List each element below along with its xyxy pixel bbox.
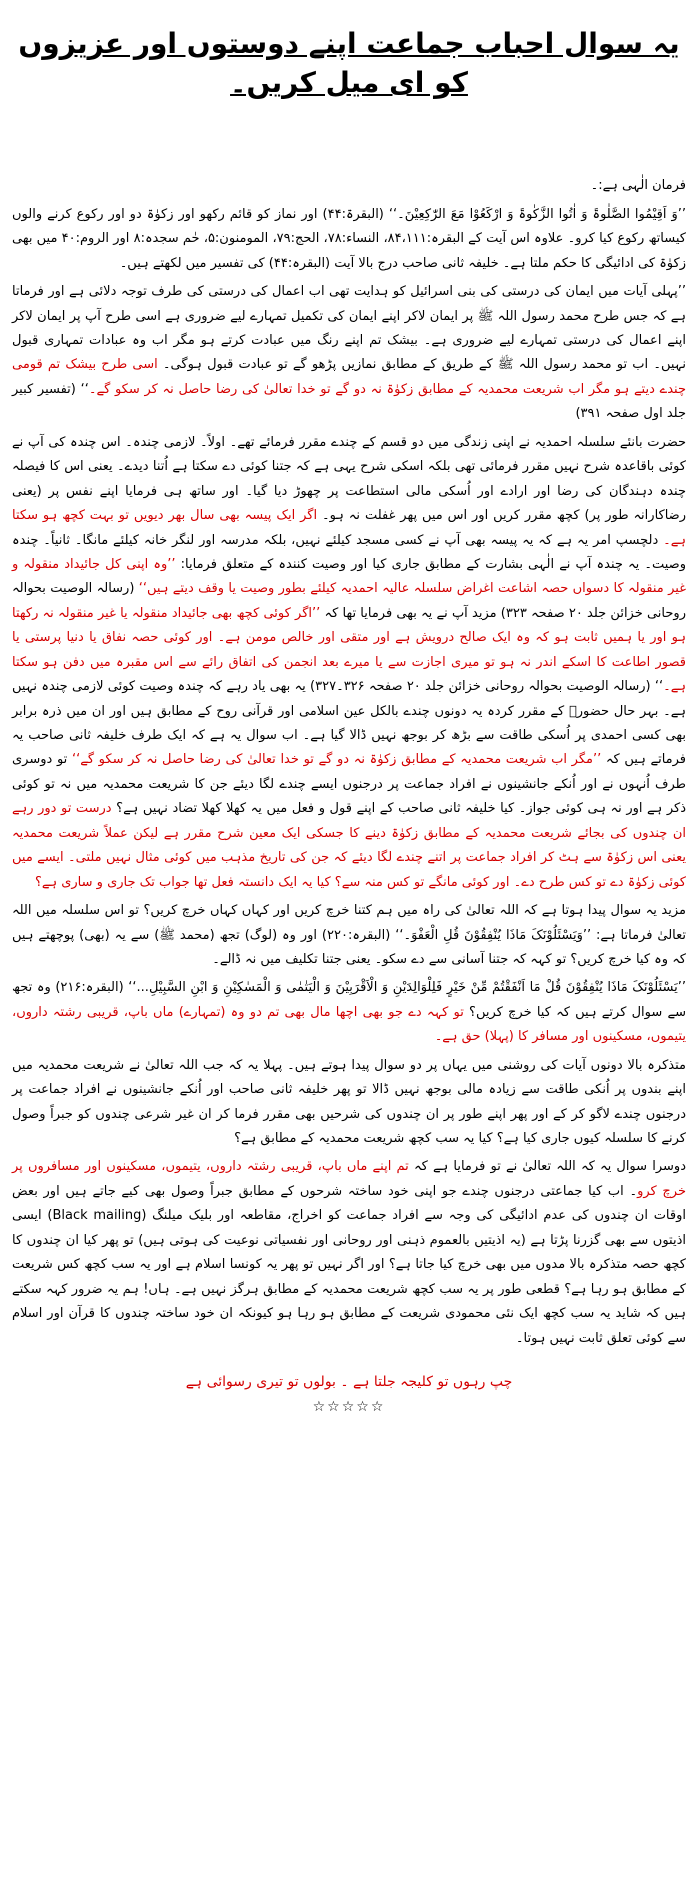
- paragraph: [12, 1054, 686, 1152]
- body-text: ’’پہلی آیات میں ایمان کی درستی کی بنی اسرائیل کو ہدایت تھی اب اعمال کی درستی کی طرف توجہ دلائی ہے اور فرماتا ہے کہ جس طرح محمد رسول اللہ ﷺ پر ایمان لاکر اپنے ایمان کی تکمیل تمہارے لیے ضروری ہے اسی طرح آپ پر ایمان لاکر اپنے اعمال کی درستی تمہارے لیے ضروری ہے۔ بیشک تم اپنے رنگ میں عبادت کرتے ہو مگر اب وہ عبادات تمہاری قبول نہیں۔ اب تو محمد رسول اللہ ﷺ کے طریق کے مطابق نمازیں پڑھو گے تو عبادت قبول ہوگی۔: [12, 284, 686, 373]
- highlighted-text: درست تو دور رہے ان چندوں کی بجائے شریعت محمدیہ کے مطابق زکوٰۃ دینے کا جسکی ایک معین شرح مقرر ہے لیکن عملاً شریعت محمدیہ یعنی اس زکوٰۃ سے ہٹ کر افراد جماعت پر اتنے چندے لگا دیئے کہ جن کی تاریخ مذہب میں کوئی مثال نہیں ملتی۔ ایسے میں کوئی زکوٰۃ دے تو کس طرح دے۔ اور کوئی مانگے تو کس منہ سے؟ کیا یہ ایک دانستہ فعل تھا جواب تک جاری و ساری ہے؟: [12, 801, 686, 890]
- paragraph: [12, 280, 686, 427]
- body-text: تو دوسری طرف اُنہوں نے اور اُنکے جانشینوں نے افراد جماعت پر درجنوں ایسے چندے لگا دیئے جن کا شریعت محمدیہ میں نہ تو کوئی ذکر ہے اور نہ ہی کوئی جواز۔ کیا خلیفہ ثانی صاحب کے اپنے قول و فعل میں یہ کھلا کھلا تضاد نہیں ہے؟: [12, 752, 686, 817]
- body-text: فرمان الٰہی ہے:۔: [590, 178, 686, 194]
- body-text: (رسالہ الوصیت بحوالہ روحانی خزائن جلد ۲۰ صفحہ ۳۲۳) مزید آپ نے یہ بھی فرمایا تھا کہ: [12, 581, 686, 621]
- body-text: دلچسپ امر یہ ہے کہ یہ پیسہ بھی آپ نے کسی مسجد کیلئے نہیں، بلکہ مدرسہ اور لنگر خانہ کیلئے مانگا۔ ثانیاً۔ چندہ وصیت۔ یہ چندہ آپ نے الٰہی بشارت کے مطابق جاری کیا اور وصیت کنندہ کے متعلق فرمایا:: [12, 532, 686, 572]
- highlighted-text: اگر ایک پیسہ بھی سال بھر دیویں تو بہت کچھ ہو سکتا ہے۔: [12, 508, 686, 548]
- footer-stars: ☆☆☆☆☆: [312, 1399, 386, 1416]
- body-text: ۔ اب کیا جماعتی درجنوں چندے جو اپنی خود ساختہ شرحوں کے مطابق جبراً وصول بھی کیے جاتے ہیں اور بعض اوقات ان چندوں کی عدم ادائیگی کی وجہ سے افراد جماعت کو اخراج، مقاطعہ اور بلیک میلنگ (Black mailing) ایسی اذیتوں سے بھی گزرنا پڑتا ہے (یہ اذیتیں بالعموم ذہنی اور روحانی اور نفسیاتی نوعیت کی ہوتی ہیں) تو پھر کیا ان چندوں کا کچھ حصہ متذکرہ بالا مدوں میں بھی خرچ کیا جاتا ہے؟ اور اگر نہیں تو پھر یہ کونسا اسلام ہے اور یہ سب کچھ کس شریعت کے مطابق ہو رہا ہے؟ قطعی طور پر یہ سب کچھ شریعت محمدیہ کے مطابق ہرگز نہیں ہے۔ ہاں! ہم یہ ضرور کہہ سکتے ہیں کہ شاید یہ سب کچھ ایک نئی محمودی شریعت کے مطابق ہو رہا ہو کیونکہ ان خود ساختہ چندوں کا قرآن اور اسلام سے کوئی تعلق ثابت نہیں ہوتا۔: [12, 1183, 686, 1346]
- page-title: یہ سوال احباب جماعت اپنے دوستوں اور عزیزوں کو ای میل کریں۔: [18, 27, 680, 100]
- footer-slogan: چپ رہوں تو کلیجہ جلتا ہے ۔ بولوں تو تیری رسوائی ہے: [185, 1373, 513, 1390]
- body-text: ’’وَ اَقِیْمُوا الصَّلٰوۃَ وَ اٰتُوا الزَّکٰوۃَ وَ ارْکَعُوْا مَعَ الرّٰکِعِیْنَ۔‘‘ (البقرۃ:۴۴) اور نماز کو قائم رکھو اور زکوٰۃ دو اور رکوع کرنے والوں کیساتھ رکوع کیا کرو۔ علاوہ اس آیت کے البقرہ:۸۴،۱۱۱، النساء:۷۸، الحج:۷۹، المومنون:۵، حٰم سجدہ:۸ اور الروم:۴۰ میں بھی زکوٰۃ کی ادائیگی کا حکم ملتا ہے۔ خلیفہ ثانی صاحب درج بالا آیت (البقرہ:۴۴) کی تفسیر میں لکھتے ہیں۔: [12, 206, 687, 271]
- paragraph: [12, 431, 686, 895]
- body-text: دوسرا سوال یہ کہ اللہ تعالیٰ نے تو فرمایا ہے کہ: [408, 1159, 686, 1175]
- highlighted-text: اسی طرح بیشک تم قومی چندے دیتے ہو مگر اب شریعت محمدیہ کے مطابق زکوٰۃ نہ دو گے تو خدا تعالیٰ کی رضا حاصل نہ کر سکو گے۔: [12, 357, 686, 397]
- paragraph: [12, 899, 686, 972]
- body-text: ‘‘ (رسالہ الوصیت بحوالہ روحانی خزائن جلد ۲۰ صفحہ ۳۲۶۔۳۲۷) یہ بھی یاد رہے کہ چندہ وصیت کوئی لازمی چندہ نہیں ہے۔ بہر حال حضورؑ کے مقرر کردہ یہ دونوں چندے بالکل عین اسلامی اور قرآنی روح کے مطابق ہیں اور ان میں ذرہ برابر بھی کسی احمدی پر اُسکی طاقت سے بڑھ کر بوجھ نہیں ڈالا گیا ہے۔ اب سوال یہ ہے کہ ایک طرف خلیفہ ثانی صاحب یہ فرماتے ہیں کہ: [12, 679, 687, 768]
- highlighted-text: ’’اگر کوئی کچھ بھی جائیداد منقولہ یا غیر منقولہ نہ رکھتا ہو اور یا ہمیں ثابت ہو کہ وہ ایک صالح درویش ہے اور متقی اور خالص مومن ہے۔ اور کوئی حصہ نفاق یا دنیا پرستی یا قصور اطاعت کا اسکے اندر نہ ہو تو میری اجازت سے یا میرے بعد انجمن کی اتفاق رائے سے اس مقبرہ میں دفن ہو سکتا ہے۔: [12, 605, 686, 695]
- paragraph: [12, 976, 686, 1049]
- highlighted-text: تو کہہ دے جو بھی اچھا مال بھی تم دو وہ (تمہارے) ماں باپ، قریبی رشتہ داروں، یتیموں، مسکینوں اور مسافر کا (پہلا) حق ہے۔: [12, 1004, 686, 1045]
- paragraph: [12, 203, 686, 276]
- paragraph: [12, 1155, 686, 1351]
- paragraph: [12, 174, 686, 198]
- article-body: [12, 174, 686, 1351]
- body-text: ‘‘ (تفسیر کبیر جلد اول صفحہ ۳۹۱): [12, 381, 686, 422]
- body-text: متذکرہ بالا دونوں آیات کی روشنی میں یہاں پر دو سوال پیدا ہوتے ہیں۔ پہلا یہ کہ جب اللہ تعالیٰ نے شریعت محمدیہ میں اپنے بندوں پر اُنکی طاقت سے زیادہ مالی بوجھ نہیں ڈالا تو پھر خلیفہ ثانی صاحب اور اُنکے جانشینوں نے افراد جماعت پر درجنوں چندے لاگو کر کے اور پھر اپنے طور پر ان چندوں کی شرحیں بھی مقرر فرما کر ان غیر شرعی چندوں کو جبراً وصول کرنے کا سلسلہ کیوں جاری کیا ہے؟ کیا یہ سب کچھ شریعت محمدیہ کے مطابق ہے؟: [12, 1057, 686, 1146]
- body-text: حضرت بانئے سلسلہ احمدیہ نے اپنی زندگی میں دو قسم کے چندے مقرر فرمائے تھے۔ اولاً۔ لازمی چندہ۔ اس چندہ کی آپ نے کوئی باقاعدہ شرح نہیں مقرر فرمائی تھی بلکہ اسکی شرح یہی ہے کہ جتنا کوئی دے سکتا ہے اُتنا دیدے۔ یعنی اس کا فیصلہ چندہ دہندگان کی رضا اور ارادے اور اُسکی مالی استطاعت پر چھوڑ دیا گیا۔ اور ساتھ ہی فرمایا اپنے نفس پر (یعنی رضاکارانہ طور پر) کچھ مقرر کریں اور اس میں پھر غفلت نہ ہو۔: [12, 434, 686, 524]
- highlighted-text: ’’مگر اب شریعت محمدیہ کے مطابق زکوٰۃ نہ دو گے تو خدا تعالیٰ کی رضا حاصل نہ کر سکو گے‘‘: [71, 752, 602, 768]
- body-text: مزید یہ سوال پیدا ہوتا ہے کہ اللہ تعالیٰ کی راہ میں ہم کتنا خرچ کریں اور کہاں کہاں خرچ کریں؟ تو اس سلسلہ میں اللہ تعالیٰ فرماتا ہے: ’’وَیَسْئَلُوْنَکَ مَاذَا یُنْفِقُوْنَ قُلِ الْعَفْوَ۔‘‘ (البقرہ:۲۲۰) اور وہ (لوگ) تجھ (محمد ﷺ) سے یہ (بھی) پوچھتے ہیں کہ وہ کیا خرچ کریں؟ تو کہہ کہ جتنا آسانی سے دے سکو۔ یعنی جتنا تکلیف میں نہ ڈالے۔: [12, 903, 687, 967]
- body-text: ’’یَسْئَلُوْنَکَ مَاذَا یُنْفِقُوْنَ قُلْ مَا اَنْفَقْتُمْ مِّنْ خَیْرٍ فَلِلْوَالِدَیْنِ وَ الْاَقْرَبِیْنَ وَ الْیَتٰمٰی وَ الْمَسٰکِیْنِ وَ ابْنِ السَّبِیْلِ...‘‘ (البقرہ:۲۱۶) وہ تجھ سے سوال کرتے ہیں کہ کیا خرچ کریں؟: [12, 980, 686, 1020]
- highlighted-text: ’’وہ اپنی کل جائیداد منقولہ و غیر منقولہ کا دسواں حصہ اشاعت اغراض سلسلہ عالیہ احمدیہ کیلئے بطور وصیت یا وقف دیتے ہیں‘‘: [12, 556, 686, 597]
- highlighted-text: تم اپنے ماں باپ، قریبی رشتہ داروں، یتیموں، مسکینوں اور مسافروں پر خرچ کرو: [12, 1159, 686, 1199]
